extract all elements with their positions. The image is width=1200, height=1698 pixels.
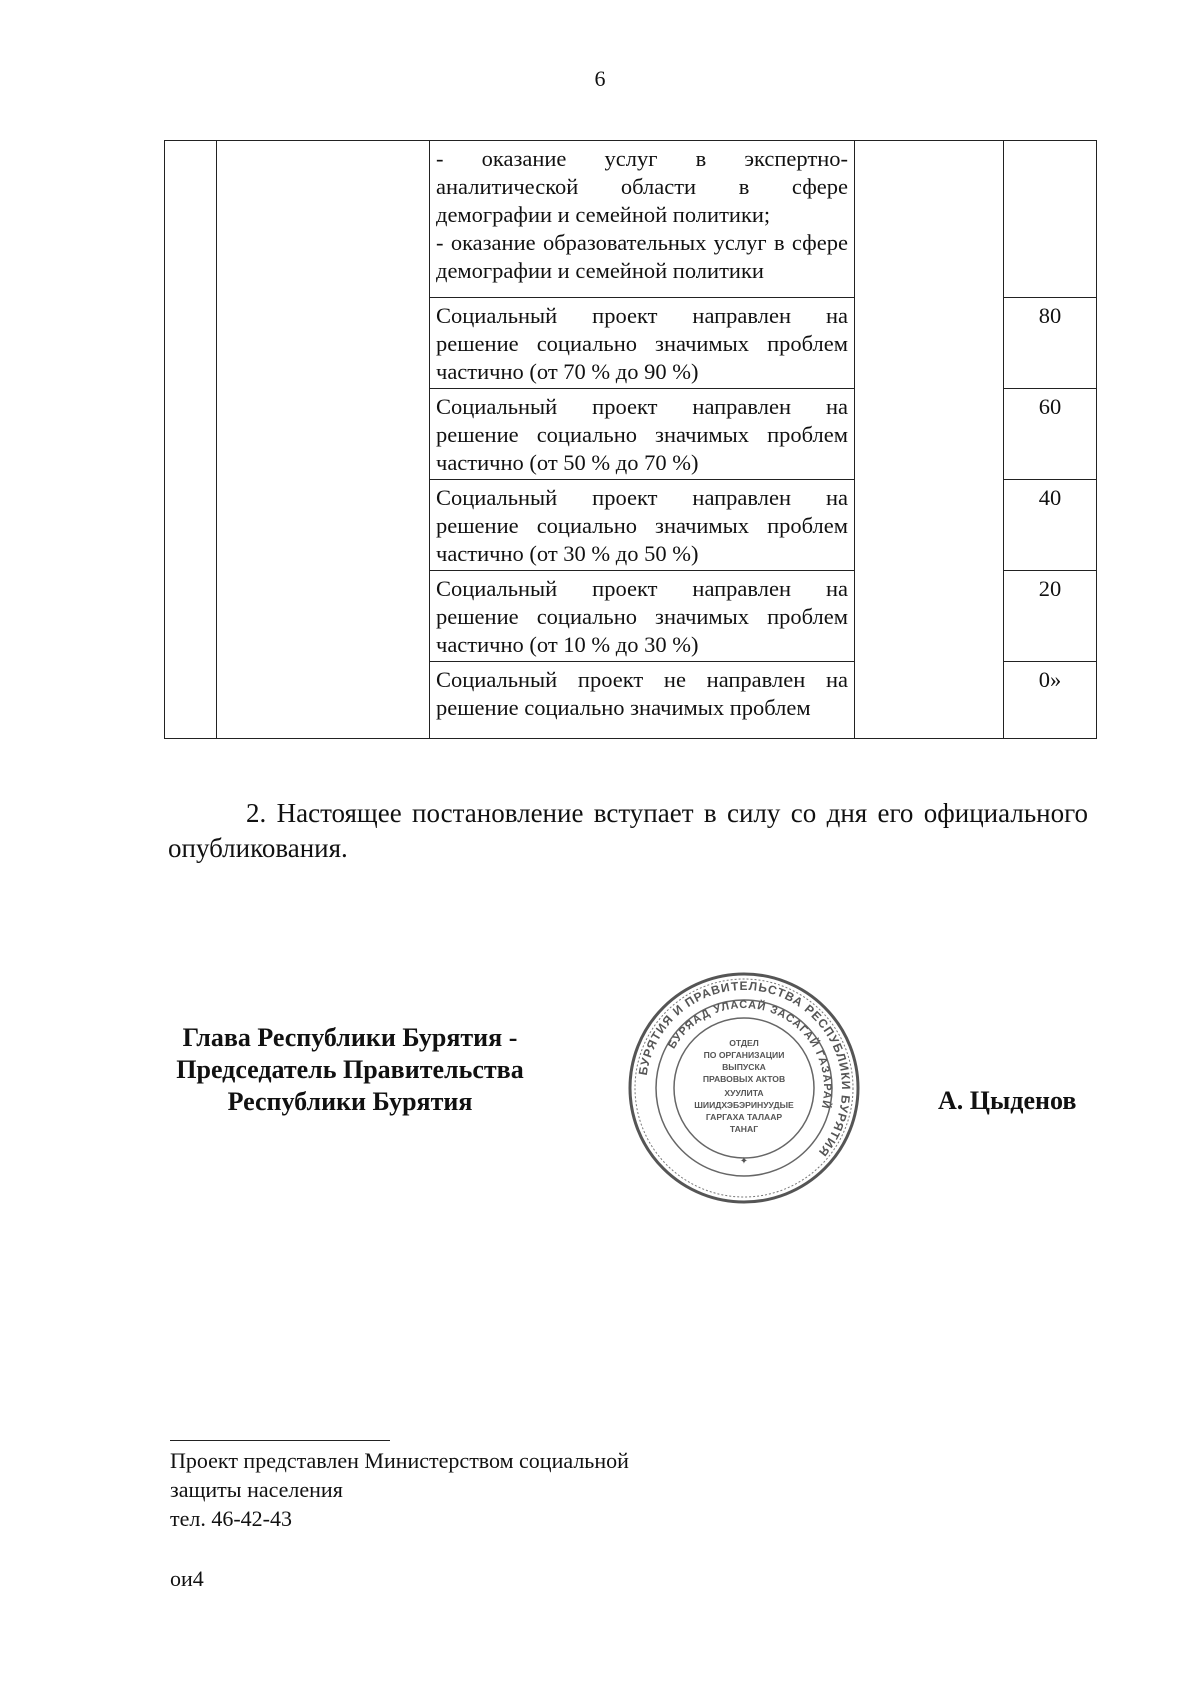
table-cell-score: 40 bbox=[1004, 480, 1097, 571]
table-cell-criterion bbox=[217, 141, 430, 739]
signer-title bbox=[150, 1022, 550, 1118]
table-cell-description: Социальный проект направлен на решение социально значимых проблем частично (от 70 % до 90 %) bbox=[430, 298, 855, 389]
stamp-center-line: ПО ОРГАНИЗАЦИИ bbox=[703, 1050, 785, 1060]
stamp-center-line: ТАНАГ bbox=[729, 1124, 759, 1134]
table-cell-number bbox=[165, 141, 217, 739]
stamp-center-line: ВЫПУСКА bbox=[722, 1062, 766, 1072]
footnote-divider bbox=[170, 1440, 390, 1441]
official-stamp bbox=[624, 968, 864, 1208]
stamp-inner-text: БУРЯАД УЛАСАЙ ЗАСАГАЙ ГАЗАРАЙ bbox=[666, 998, 834, 1111]
stamp-center-line: ПРАВОВЫХ АКТОВ bbox=[702, 1074, 786, 1084]
stamp-outer-text: БУРЯТИЯ И ПРАВИТЕЛЬСТВА РЕСПУБЛИКИ БУРЯТИЯ bbox=[635, 978, 854, 1160]
page-number: 6 bbox=[594, 66, 606, 91]
signer-title-line: Председатель Правительства bbox=[176, 1055, 524, 1084]
stamp-center-line: ШИИДХЭБЭРИНУУДЫЕ bbox=[694, 1100, 794, 1110]
clause-2: 2. Настоящее постановление вступает в силу со дня его официального опубликования. bbox=[168, 798, 1088, 863]
footnote bbox=[170, 1446, 629, 1533]
table-cell-score: 60 bbox=[1004, 389, 1097, 480]
stamp-center-line: ГАРГАХА ТАЛААР bbox=[705, 1112, 783, 1122]
table-cell-score: 20 bbox=[1004, 571, 1097, 662]
stamp-star-icon: ✦ bbox=[739, 1156, 749, 1167]
table-cell-description: Социальный проект направлен на решение социально значимых проблем частично (от 50 % до 70 %) bbox=[430, 389, 855, 480]
footnote-line: тел. 46-42-43 bbox=[170, 1506, 293, 1531]
document-code: ои4 bbox=[170, 1566, 204, 1591]
signer-name: А. Цыденов bbox=[938, 1086, 1077, 1115]
table-cell-description: Социальный проект не направлен на решение социально значимых проблем bbox=[430, 662, 855, 739]
stamp-center-line: ХУУЛИТА bbox=[724, 1088, 764, 1098]
signer-title-line: Глава Республики Бурятия - bbox=[182, 1023, 518, 1052]
description-line: - оказание образовательных услуг в сфере демографии и семейной политики bbox=[436, 230, 848, 283]
table-cell-score: 80 bbox=[1004, 298, 1097, 389]
table-cell-score: 0» bbox=[1004, 662, 1097, 739]
description-line: - оказание услуг в экспертно-аналитической области в сфере демографии и семейной политики; bbox=[436, 146, 848, 227]
table-cell-score bbox=[1004, 141, 1097, 298]
footnote-line: Проект представлен Министерством социальной bbox=[170, 1448, 629, 1473]
footnote-line: защиты населения bbox=[170, 1477, 343, 1502]
table-cell-description: Социальный проект направлен на решение социально значимых проблем частично (от 10 % до 30 %) bbox=[430, 571, 855, 662]
criteria-table bbox=[164, 140, 1097, 739]
stamp-center-line: ОТДЕЛ bbox=[729, 1038, 759, 1048]
table-cell-description: Социальный проект направлен на решение социально значимых проблем частично (от 30 % до 50 %) bbox=[430, 480, 855, 571]
table-row bbox=[165, 141, 1097, 298]
table-cell-description bbox=[430, 141, 855, 298]
table-cell-method bbox=[855, 141, 1004, 739]
signer-title-line: Республики Бурятия bbox=[227, 1087, 473, 1116]
